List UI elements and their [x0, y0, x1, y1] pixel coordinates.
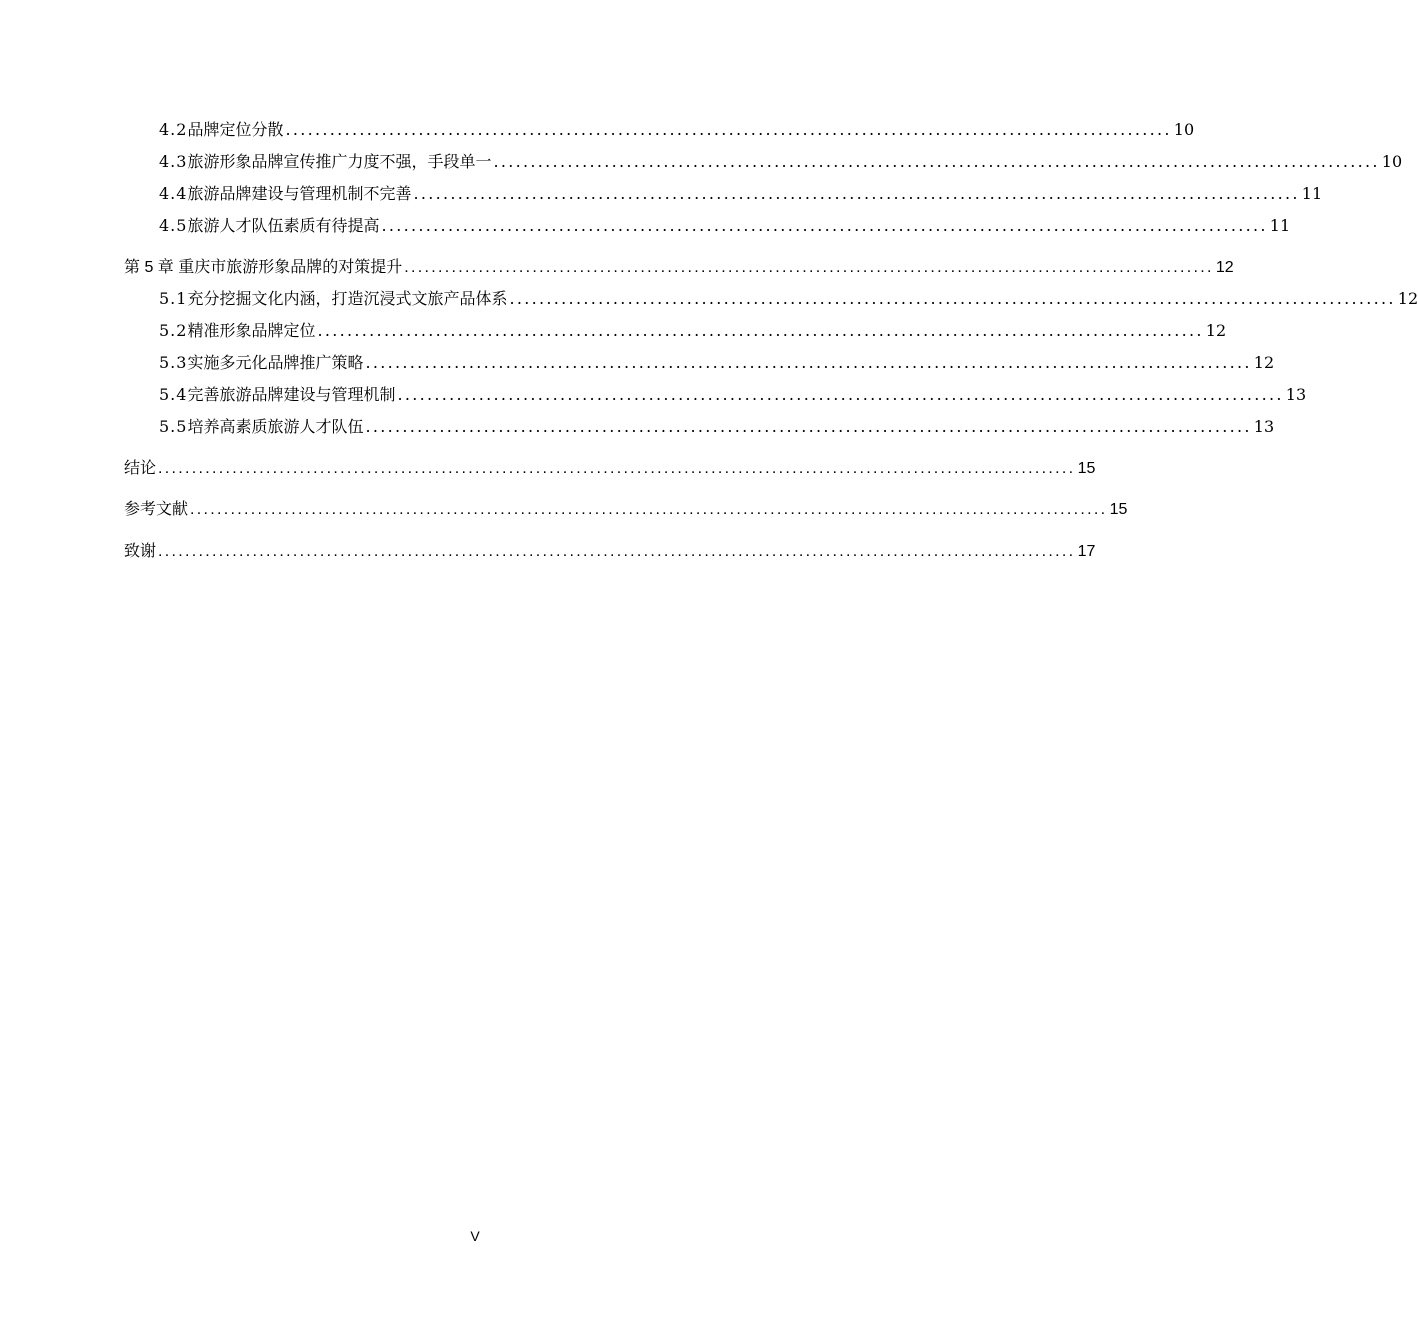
toc-entry-4-2[interactable]	[159, 120, 1195, 140]
toc-entry-number: 5.2	[159, 321, 188, 340]
toc-entry-page: 12	[1397, 289, 1418, 308]
toc-entry-page: 12	[1253, 353, 1275, 372]
toc-entry-number: 4.5	[159, 216, 188, 235]
toc-entry-number: 4.4	[159, 184, 188, 203]
toc-entry-number: 5.5	[159, 417, 188, 436]
toc-entry-4-4[interactable]	[159, 184, 1323, 204]
toc-entry-4-5[interactable]	[159, 216, 1291, 236]
toc-entry-title: 旅游人才队伍素质有待提高	[187, 216, 380, 235]
toc-entry-page: 10	[1173, 120, 1195, 139]
toc-entry-page: 10	[1381, 152, 1403, 171]
toc-entry-page: 13	[1253, 417, 1275, 436]
toc-entry-4-3[interactable]	[159, 152, 1403, 172]
toc-entry-number: 4.2	[159, 120, 188, 139]
toc-entry-number: 5.4	[159, 385, 188, 404]
toc-leader-dots: ........................................................................................................................	[285, 120, 1172, 139]
toc-entry-number: 5.3	[159, 353, 188, 372]
toc-entry-5-2[interactable]	[159, 321, 1227, 341]
toc-entry-5-1[interactable]	[159, 289, 1418, 309]
toc-entry-title: 参考文献	[124, 501, 189, 518]
toc-entry-chapter-5[interactable]	[124, 258, 1234, 278]
toc-leader-dots: ........................................................................................................................	[493, 152, 1380, 171]
toc-leader-dots: ........................................................................................................................	[397, 385, 1284, 404]
toc-entry-acknowledgements[interactable]	[124, 542, 1096, 562]
toc-leader-dots: ........................................................................................................................	[381, 216, 1268, 235]
toc-entry-title: 实施多元化品牌推广策略	[187, 353, 364, 372]
toc-entry-page: 12	[1215, 259, 1234, 276]
toc-entry-title: 品牌定位分散	[187, 120, 284, 139]
toc-leader-dots: ........................................................................................................................................	[158, 460, 1076, 477]
toc-entry-5-4[interactable]	[159, 385, 1307, 405]
toc-entry-page: 15	[1109, 501, 1128, 518]
toc-entry-page: 15	[1077, 460, 1096, 477]
toc-entry-title: 第 5 章 重庆市旅游形象品牌的对策提升	[124, 259, 403, 276]
toc-entry-title: 旅游形象品牌宣传推广力度不强，手段单一	[187, 152, 492, 171]
toc-entry-title: 结论	[124, 460, 157, 477]
toc-entry-title: 旅游品牌建设与管理机制不完善	[187, 184, 412, 203]
page-number: V	[470, 1228, 480, 1244]
toc-leader-dots: ........................................................................................................................	[365, 417, 1252, 436]
toc-entry-number: 5.1	[159, 289, 188, 308]
toc-entry-title: 精准形象品牌定位	[187, 321, 316, 340]
toc-entry-page: 17	[1077, 543, 1096, 560]
toc-leader-dots: ........................................................................................................................	[413, 184, 1300, 203]
toc-entry-title: 充分挖掘文化内涵，打造沉浸式文旅产品体系	[187, 289, 508, 308]
toc-entry-page: 12	[1205, 321, 1227, 340]
toc-entry-references[interactable]	[124, 500, 1128, 520]
toc-entry-page: 11	[1301, 184, 1323, 203]
toc-leader-dots: ........................................................................................................................	[509, 289, 1396, 308]
toc-entry-title: 致谢	[124, 543, 157, 560]
toc-entry-conclusion[interactable]	[124, 459, 1096, 479]
toc-entry-page: 13	[1285, 385, 1307, 404]
toc-leader-dots: ........................................................................................................................................	[158, 543, 1076, 560]
toc-leader-dots: ........................................................................................................................	[404, 259, 1214, 276]
toc-entry-5-5[interactable]	[159, 417, 1275, 437]
toc-leader-dots: ........................................................................................................................	[317, 321, 1204, 340]
toc-entry-title: 完善旅游品牌建设与管理机制	[187, 385, 396, 404]
toc-entry-page: 11	[1269, 216, 1291, 235]
toc-entry-number: 4.3	[159, 152, 188, 171]
toc-leader-dots: ........................................................................................................................	[365, 353, 1252, 372]
toc-entry-title: 培养高素质旅游人才队伍	[187, 417, 364, 436]
toc-leader-dots: ........................................................................................................................................	[190, 501, 1108, 518]
toc-entry-5-3[interactable]	[159, 353, 1275, 373]
